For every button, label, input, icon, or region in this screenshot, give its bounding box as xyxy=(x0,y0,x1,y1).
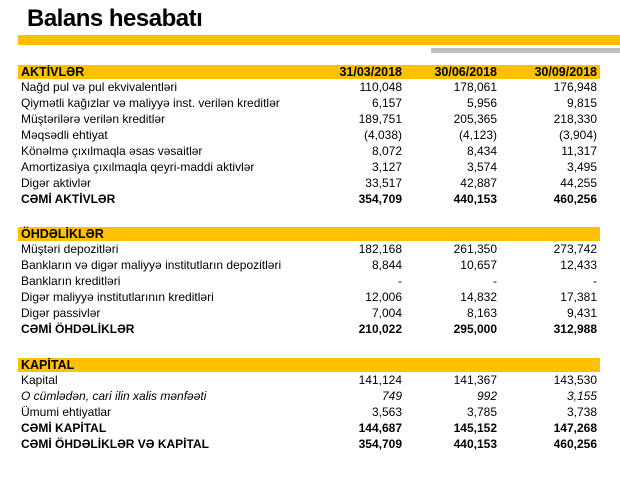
table-row xyxy=(18,273,600,289)
value-31-03-2018: 182,168 xyxy=(358,242,402,256)
value-31-03-2018: 3,127 xyxy=(371,160,402,174)
row-label: CƏMİ ÖHDƏLİKLƏR VƏ KAPİTAL xyxy=(21,437,209,451)
balance-sheet-table xyxy=(18,65,600,452)
table-row xyxy=(18,372,600,388)
value-30-09-2018: 11,317 xyxy=(561,144,597,158)
value-30-06-2018: 8,163 xyxy=(466,306,497,320)
value-31-03-2018: 749 xyxy=(381,389,402,403)
value-30-06-2018: 992 xyxy=(476,389,497,403)
value-30-09-2018: 9,431 xyxy=(566,306,597,320)
value-30-06-2018: 261,350 xyxy=(453,242,497,256)
row-label: O cümlədən, cari ilin xalis mənfəəti xyxy=(21,389,207,403)
row-label: Amortizasiya çıxılmaqla qeyri-maddi aktivlər xyxy=(21,160,255,174)
value-30-06-2018: 8,434 xyxy=(466,144,497,158)
table-row xyxy=(18,111,600,127)
value-30-06-2018: 145,152 xyxy=(453,421,497,435)
value-31-03-2018: 189,751 xyxy=(358,112,402,126)
value-31-03-2018: 110,048 xyxy=(359,80,402,94)
row-label: Məqsədli ehtiyat xyxy=(21,128,108,142)
value-31-03-2018: (4,038) xyxy=(363,128,402,142)
row-label: CƏMİ KAPİTAL xyxy=(21,421,107,435)
table-row xyxy=(18,388,600,404)
table-row xyxy=(18,257,600,273)
row-label: CƏMİ ÖHDƏLİKLƏR xyxy=(21,322,135,336)
row-label: Kapital xyxy=(21,373,58,387)
value-30-09-2018: 3,738 xyxy=(566,405,597,419)
row-label: Bankların və digər maliyyə institutların depozitləri xyxy=(21,258,282,272)
value-30-09-2018: 17,381 xyxy=(560,290,597,304)
table-row xyxy=(18,143,600,159)
value-30-06-2018: 440,153 xyxy=(453,192,497,206)
value-30-06-2018: 3,785 xyxy=(466,405,497,419)
row-label: Müştəri depozitləri xyxy=(21,242,119,256)
value-30-09-2018: - xyxy=(593,274,597,288)
row-label: Könəlmə çıxılmaqla əsas vəsaitlər xyxy=(21,144,203,158)
table-row xyxy=(18,159,600,175)
value-30-06-2018: 440,153 xyxy=(453,437,497,451)
table-row xyxy=(18,305,600,321)
row-label: Digər maliyyə institutlarının kreditləri xyxy=(21,290,214,304)
value-30-09-2018: 460,256 xyxy=(553,437,597,451)
value-31-03-2018: 210,022 xyxy=(358,322,402,336)
value-31-03-2018: 8,844 xyxy=(371,258,402,272)
column-header-date: 31/03/2018 xyxy=(339,65,402,79)
value-31-03-2018: 12,006 xyxy=(365,290,402,304)
section-title: KAPİTAL xyxy=(21,358,75,372)
value-30-09-2018: 273,742 xyxy=(553,242,597,256)
value-31-03-2018: 141,124 xyxy=(358,373,402,387)
value-31-03-2018: 354,709 xyxy=(358,192,402,206)
table-row xyxy=(18,436,600,452)
value-30-09-2018: 312,988 xyxy=(553,322,597,336)
value-30-06-2018: 14,832 xyxy=(460,290,497,304)
row-label: Nağd pul və pul ekvivalentləri xyxy=(21,80,178,94)
column-header-date: 30/09/2018 xyxy=(534,65,597,79)
value-30-06-2018: 141,367 xyxy=(453,373,497,387)
row-label: Qiymətli kağızlar və maliyyə inst. verilən kreditlər xyxy=(21,96,280,110)
value-31-03-2018: 3,563 xyxy=(371,405,402,419)
value-30-09-2018: 147,268 xyxy=(553,421,597,435)
value-31-03-2018: 8,072 xyxy=(371,144,402,158)
title-underline-bar xyxy=(18,35,620,45)
row-label: CƏMİ AKTİVLƏR xyxy=(21,192,116,206)
value-30-09-2018: 218,330 xyxy=(553,112,597,126)
section-header-kapital xyxy=(18,358,600,372)
value-30-09-2018: 143,530 xyxy=(553,373,597,387)
value-30-06-2018: - xyxy=(493,274,497,288)
value-30-09-2018: 12,433 xyxy=(560,258,597,272)
value-31-03-2018: - xyxy=(398,274,402,288)
value-30-06-2018: 3,574 xyxy=(466,160,497,174)
table-row xyxy=(18,127,600,143)
value-30-09-2018: 176,948 xyxy=(553,80,597,94)
row-label: Bankların kreditləri xyxy=(21,274,121,288)
value-31-03-2018: 33,517 xyxy=(365,176,402,190)
table-row xyxy=(18,95,600,111)
column-header-date: 30/06/2018 xyxy=(434,65,497,79)
section-title: ÖHDƏLİKLƏR xyxy=(21,227,104,241)
value-30-09-2018: 9,815 xyxy=(566,96,597,110)
row-label: Digər aktivlər xyxy=(21,176,92,190)
section-header-aktivler xyxy=(18,65,600,79)
table-row xyxy=(18,404,600,420)
value-30-06-2018: 178,061 xyxy=(453,80,497,94)
value-31-03-2018: 7,004 xyxy=(371,306,402,320)
value-31-03-2018: 144,687 xyxy=(358,421,402,435)
table-row xyxy=(18,175,600,191)
value-31-03-2018: 6,157 xyxy=(371,96,402,110)
table-row xyxy=(18,420,600,436)
table-row xyxy=(18,289,600,305)
table-row xyxy=(18,241,600,257)
value-30-06-2018: 10,657 xyxy=(460,258,497,272)
row-label: Müştərilərə verilən kreditlər xyxy=(21,112,166,126)
value-30-06-2018: 5,956 xyxy=(466,96,497,110)
row-label: Ümumi ehtiyatlar xyxy=(21,405,112,419)
value-30-09-2018: 3,155 xyxy=(566,389,597,403)
value-30-09-2018: (3,904) xyxy=(558,128,597,142)
value-30-09-2018: 460,256 xyxy=(553,192,597,206)
value-30-06-2018: (4,123) xyxy=(458,128,497,142)
section-header-ohdelikler xyxy=(18,227,600,241)
value-30-06-2018: 205,365 xyxy=(453,112,497,126)
value-30-09-2018: 44,255 xyxy=(560,176,597,190)
row-label: Digər passivlər xyxy=(21,306,101,320)
table-row xyxy=(18,321,600,337)
page-title: Balans hesabatı xyxy=(27,5,203,32)
value-30-06-2018: 42,887 xyxy=(460,176,497,190)
value-30-09-2018: 3,495 xyxy=(566,160,597,174)
table-row xyxy=(18,191,600,207)
table-row xyxy=(18,79,600,95)
section-title: AKTİVLƏR xyxy=(21,65,85,79)
value-30-06-2018: 295,000 xyxy=(453,322,497,336)
decorative-gray-bar xyxy=(431,48,620,53)
value-31-03-2018: 354,709 xyxy=(358,437,402,451)
